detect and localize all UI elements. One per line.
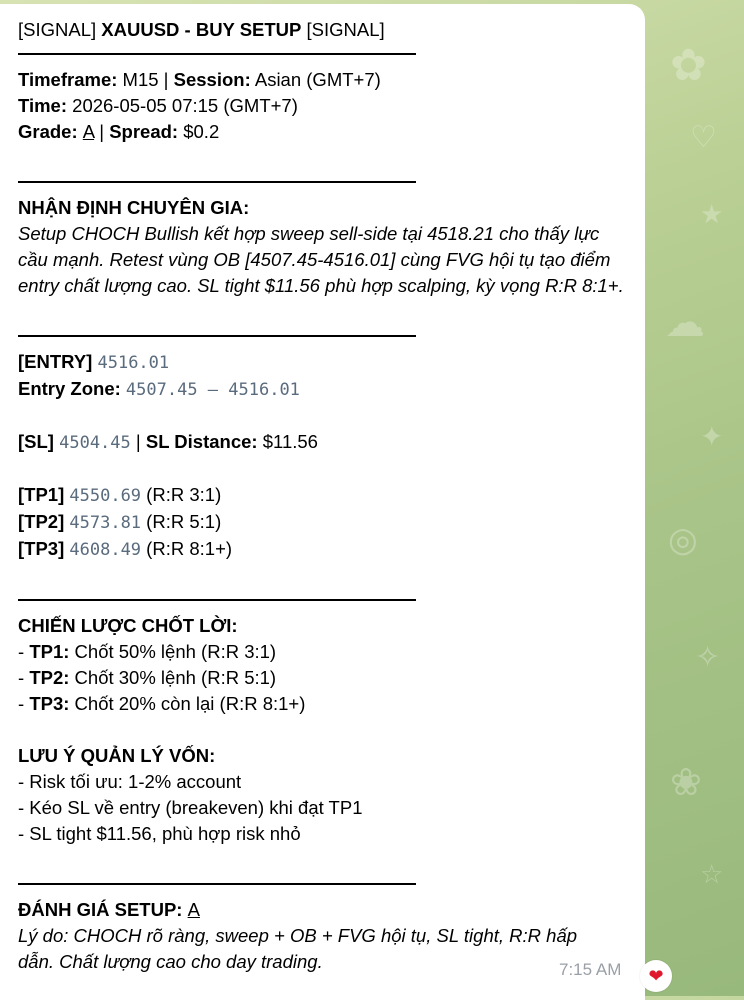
stop-loss-row — [18, 429, 627, 456]
entry-zone-label: Entry Zone: — [18, 378, 121, 399]
background-doodle: ✿ — [670, 40, 707, 91]
spread-value: $0.2 — [178, 121, 220, 142]
tp3-value[interactable]: 4608.49 — [69, 540, 142, 560]
background-doodle: ✧ — [695, 640, 721, 675]
separator-line — [18, 53, 416, 55]
entry-zone-value[interactable]: 4507.45 – 4516.01 — [125, 380, 300, 400]
spread-label: Spread: — [109, 121, 179, 142]
background-doodle: ☁ — [665, 300, 705, 346]
entry-row — [18, 349, 627, 376]
sl-value[interactable]: 4504.45 — [59, 433, 131, 453]
time-label: Time: — [18, 95, 68, 116]
risk-item: - Kéo SL về entry (breakeven) khi đạt TP1 — [18, 797, 363, 818]
message-bubble[interactable] — [0, 4, 645, 1000]
separator-line — [18, 883, 416, 885]
strategy-item: - TP2: Chốt 30% lệnh (R:R 5:1) — [18, 667, 277, 688]
strategy-item-label: TP2: — [29, 667, 70, 688]
background-doodle: ✦ — [700, 420, 724, 453]
background-doodle: ◎ — [668, 520, 698, 560]
grade-row — [18, 119, 627, 145]
entry-label: [ENTRY] — [18, 351, 93, 372]
separator-line — [18, 599, 416, 601]
tp2-label: [TP2] — [18, 511, 65, 532]
header-title: XAUUSD - BUY SETUP — [101, 19, 302, 40]
signal-header — [18, 17, 627, 43]
strategy-item-label: TP3: — [29, 693, 70, 714]
assessment-grade: A — [187, 899, 200, 920]
spacer — [18, 847, 627, 873]
spacer — [18, 717, 627, 743]
assessment-row — [18, 897, 627, 923]
session-label: Session: — [173, 69, 251, 90]
entry-zone-row — [18, 376, 627, 403]
tp3-label: [TP3] — [18, 538, 65, 559]
strategy-item: - TP1: Chốt 50% lệnh (R:R 3:1) — [18, 641, 277, 662]
strategy-item: - TP3: Chốt 20% còn lại (R:R 8:1+) — [18, 693, 306, 714]
separator-line — [18, 181, 416, 183]
entry-value[interactable]: 4516.01 — [97, 353, 170, 373]
background-doodle: ★ — [700, 200, 724, 230]
background-doodle: ☆ — [700, 860, 724, 890]
session-value: Asian (GMT+7) — [250, 69, 381, 90]
grade-label: Grade: — [18, 121, 78, 142]
spacer — [18, 145, 627, 171]
grade-value: A — [82, 121, 95, 142]
spacer — [18, 456, 627, 482]
spacer — [18, 403, 627, 429]
timeframe-label: Timeframe: — [18, 69, 118, 90]
tp3-rr: (R:R 8:1+) — [141, 538, 233, 559]
header-tag-right: [SIGNAL] — [301, 19, 385, 40]
background-doodle: ❀ — [670, 760, 702, 804]
time-row — [18, 93, 627, 119]
tp3-row — [18, 536, 627, 563]
tp1-row — [18, 482, 627, 509]
grade-separator: | — [94, 121, 110, 142]
timeframe-value: M15 | — [117, 69, 174, 90]
sl-distance-label: SL Distance: — [145, 431, 258, 452]
time-value: 2026-05-05 07:15 (GMT+7) — [67, 95, 298, 116]
assessment-label: ĐÁNH GIÁ SETUP: — [18, 899, 183, 920]
strategy-item-label: TP1: — [29, 641, 70, 662]
separator-line — [18, 335, 416, 337]
tp2-rr: (R:R 5:1) — [141, 511, 222, 532]
strategy-item-text: Chốt 30% lệnh (R:R 5:1) — [69, 667, 277, 688]
sl-separator: | — [130, 431, 146, 452]
header-tag-left: [SIGNAL] — [18, 19, 102, 40]
tp2-row — [18, 509, 627, 536]
sl-label: [SL] — [18, 431, 54, 452]
tp1-label: [TP1] — [18, 484, 65, 505]
spacer — [18, 299, 627, 325]
strategy-title: CHIẾN LƯỢC CHỐT LỜI: — [18, 615, 238, 636]
reaction-glyph: ❤ — [648, 965, 664, 987]
expert-analysis-title: NHẬN ĐỊNH CHUYÊN GIA: — [18, 197, 250, 218]
strategy-item-text: Chốt 50% lệnh (R:R 3:1) — [69, 641, 277, 662]
risk-item: - SL tight $11.56, phù hợp risk nhỏ — [18, 823, 301, 844]
message-timestamp: 7:15 AM — [559, 960, 622, 979]
expert-analysis-text: Setup CHOCH Bullish kết hợp sweep sell-side tại 4518.21 cho thấy lực cầu mạnh. Retest vùng OB [4507.45-4516.01] cùng FVG hội tụ tạo điểm entry chất lượng cao. SL tight $11.56 phù hợp scalping, kỳ vọng R:R 8:1+. — [18, 223, 624, 296]
timeframe-row — [18, 67, 627, 93]
spacer — [18, 563, 627, 589]
heart-icon[interactable] — [640, 960, 672, 992]
sl-distance-value: $11.56 — [257, 431, 318, 452]
background-doodle: ♡ — [690, 120, 717, 155]
tp2-value[interactable]: 4573.81 — [69, 513, 142, 533]
strategy-item-text: Chốt 20% còn lại (R:R 8:1+) — [69, 693, 306, 714]
tp1-rr: (R:R 3:1) — [141, 484, 222, 505]
tp1-value[interactable]: 4550.69 — [69, 486, 142, 506]
risk-item: - Risk tối ưu: 1-2% account — [18, 771, 242, 792]
risk-management-title: LƯU Ý QUẢN LÝ VỐN: — [18, 745, 216, 766]
assessment-text: Lý do: CHOCH rõ ràng, sweep + OB + FVG hội tụ, SL tight, R:R hấp dẫn. Chất lượng cao cho day trading. — [18, 925, 578, 972]
